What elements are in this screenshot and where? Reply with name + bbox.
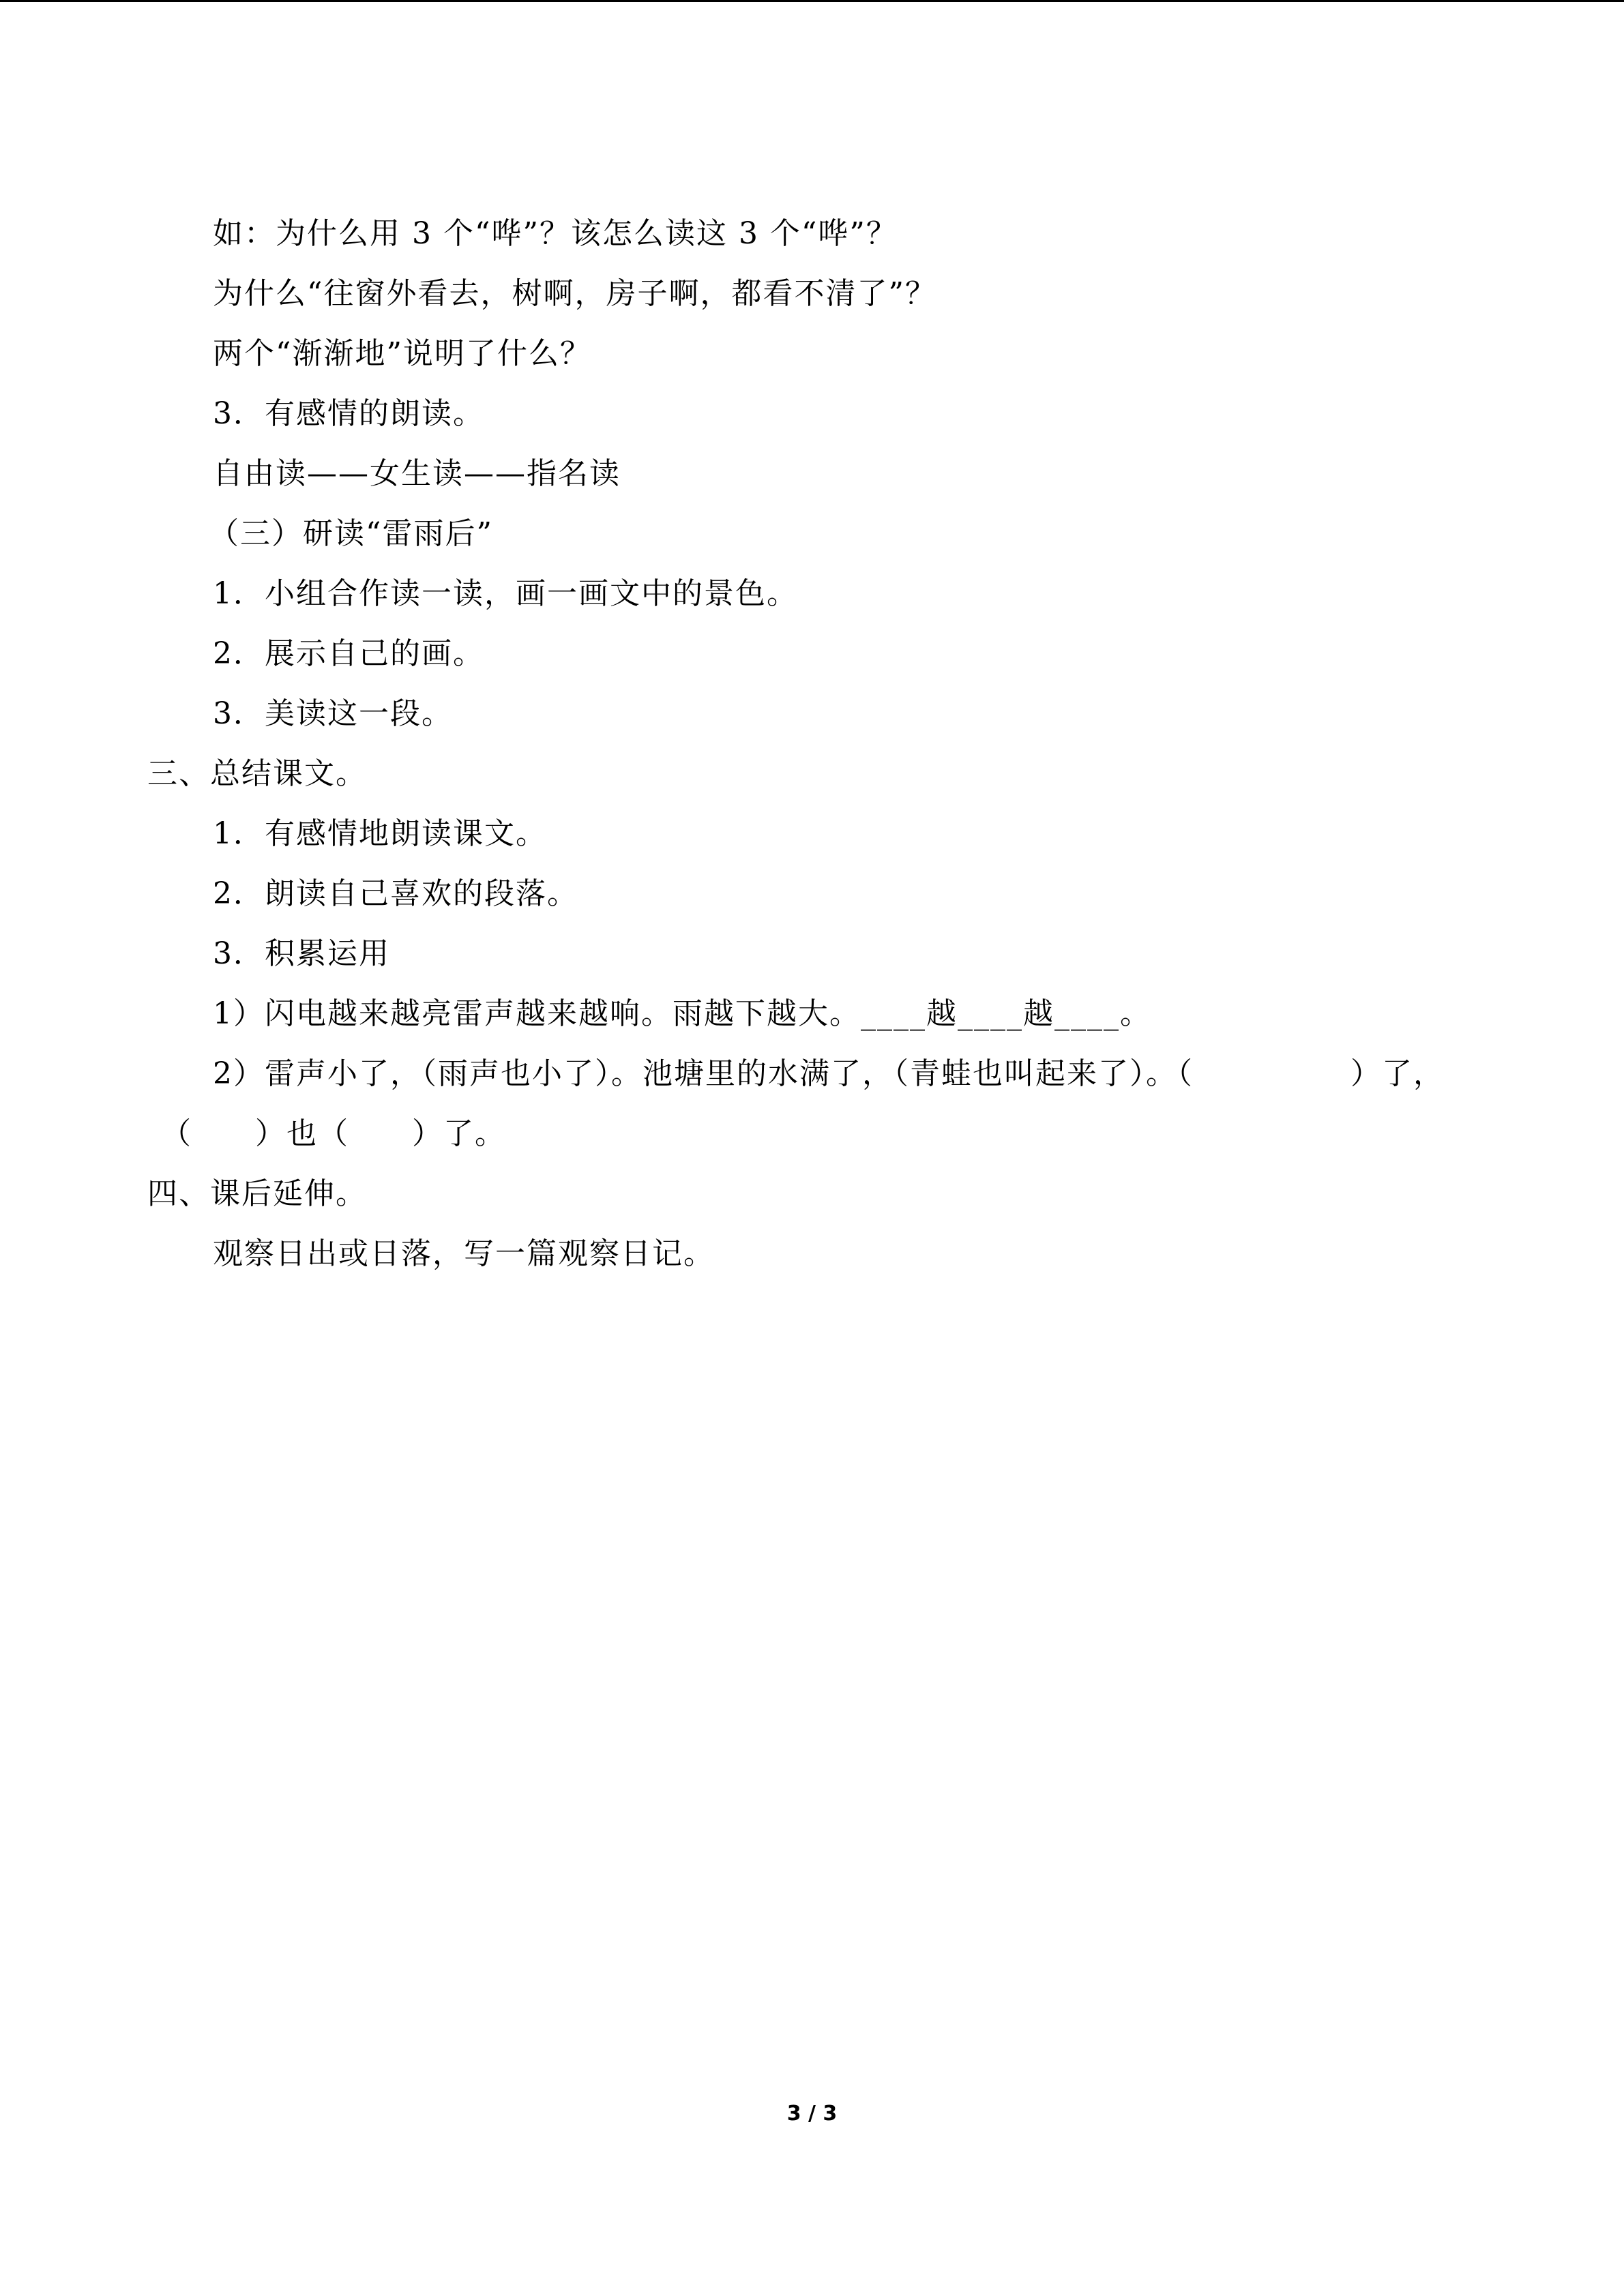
question-line-3: 两个“渐渐地”说明了什么？ bbox=[213, 336, 591, 371]
section-heading-extension: 四、课后延伸。 bbox=[147, 1176, 367, 1211]
summary-step-2: 2．朗读自己喜欢的段落。 bbox=[213, 876, 578, 911]
question-line-2: 为什么“往窗外看去，树啊，房子啊，都看不清了”？ bbox=[213, 276, 936, 311]
extension-task: 观察日出或日落，写一篇观察日记。 bbox=[213, 1236, 715, 1271]
summary-step-3: 3．积累运用 bbox=[213, 936, 390, 971]
step-read-paragraph: 3．美读这一段。 bbox=[213, 696, 453, 731]
section-heading-after-storm: （三）研读“雷雨后” bbox=[209, 516, 493, 551]
exercise-1: 1）闪电越来越亮雷声越来越响。雨越下越大。____越____越____。 bbox=[213, 996, 1151, 1031]
question-line-1: 如：为什么用 3 个“哗”？该怎么读这 3 个“哗”？ bbox=[213, 216, 898, 251]
top-border-line bbox=[0, 0, 1624, 2]
step-read-with-feeling: 3．有感情的朗读。 bbox=[213, 396, 484, 431]
page-number: 3 / 3 bbox=[786, 2102, 838, 2126]
summary-step-1: 1．有感情地朗读课文。 bbox=[213, 816, 547, 851]
reading-order: 自由读——女生读——指名读 bbox=[213, 456, 621, 491]
step-show-drawing: 2．展示自己的画。 bbox=[213, 636, 484, 671]
exercise-2-continued: （ ）也（ ）了。 bbox=[161, 1116, 506, 1151]
section-heading-summary: 三、总结课文。 bbox=[147, 756, 367, 791]
step-group-draw: 1．小组合作读一读，画一画文中的景色。 bbox=[213, 576, 798, 611]
exercise-2: 2）雷声小了，（雨声也小了）。池塘里的水满了，（青蛙也叫起来了）。（ ）了， bbox=[213, 1056, 1445, 1091]
